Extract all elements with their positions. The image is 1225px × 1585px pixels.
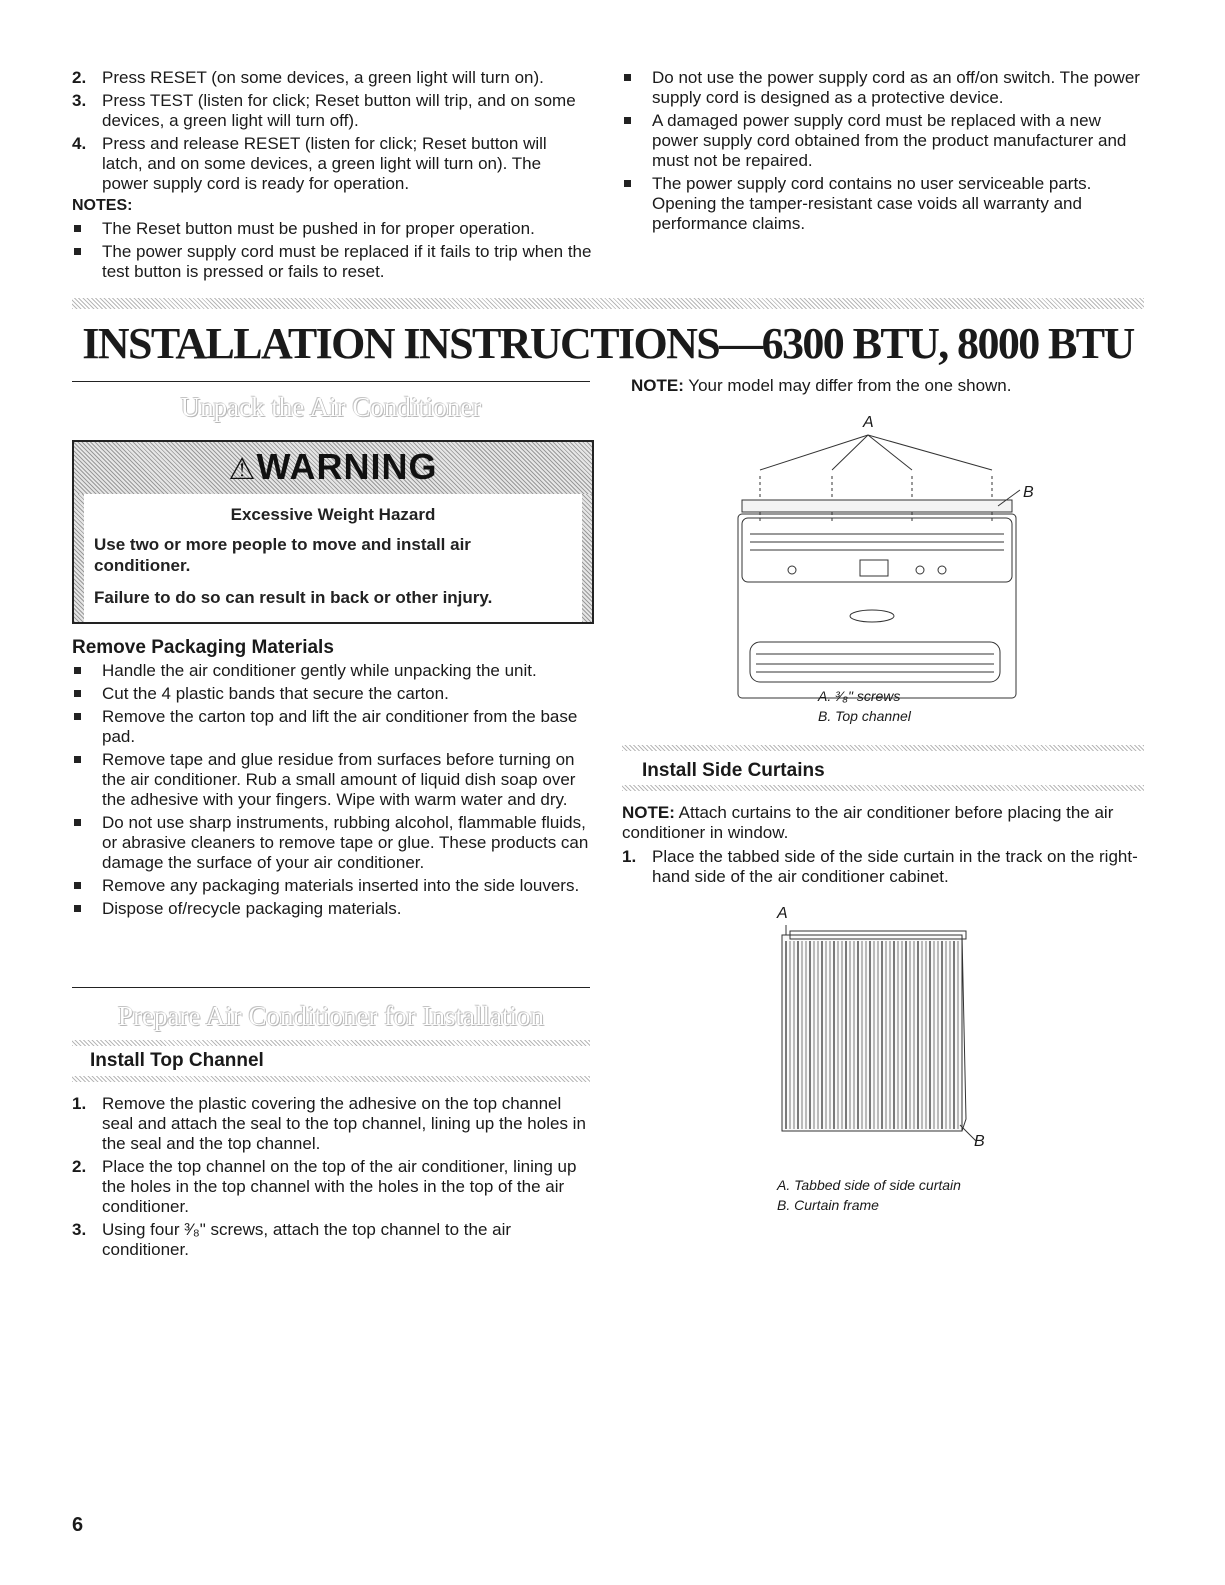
bullet-item: Cut the 4 plastic bands that secure the carton. <box>72 684 592 704</box>
step-item: 3. Press TEST (listen for click; Reset button will trip, and on some devices, a green light will turn off). <box>72 91 576 130</box>
note-text: Your model may differ from the one shown. <box>683 376 1012 395</box>
side-curtain-illustration <box>770 905 1010 1165</box>
note-label: NOTE: <box>631 376 684 395</box>
bullet-item: Do not use sharp instruments, rubbing alcohol, flammable fluids, or abrasive cleaners to remove tape or glue. These products can damage the surface of your air conditioner. <box>72 813 592 873</box>
caption-a: A. ³⁄₈" screws <box>818 688 901 704</box>
bullet-item: Remove any packaging materials inserted into the side louvers. <box>72 876 592 896</box>
step-item: 1. Place the tabbed side of the side curtain in the track on the right-hand side of the air conditioner cabinet. <box>622 847 1138 886</box>
step-item: 2. Place the top channel on the top of the air conditioner, lining up the holes in the top channel with the holes in the top of the air conditioner. <box>72 1157 577 1216</box>
step-item: 2. Press RESET (on some devices, a green light will turn on). <box>72 68 544 87</box>
figure-label-a: A <box>863 414 874 431</box>
step-item: 4. Press and release RESET (listen for click; Reset button will latch, and on some devices, a green light will turn on). The power supply cord is ready for operation. <box>72 134 547 193</box>
reset-test-steps <box>72 68 592 194</box>
side-curtains-steps <box>622 847 1144 887</box>
unpack-heading: Unpack the Air Conditioner <box>180 392 482 422</box>
cord-bullets <box>622 68 1142 234</box>
prepare-heading: Prepare Air Conditioner for Installation <box>118 1001 544 1031</box>
remove-packaging-heading: Remove Packaging Materials <box>72 637 334 658</box>
warning-label: WARNING <box>256 446 438 487</box>
rule-line <box>72 381 590 382</box>
rule-line <box>72 987 590 988</box>
top-channel-section <box>72 1094 592 1263</box>
figure-label-b: B <box>974 1133 985 1150</box>
subheading-bar <box>72 1040 590 1046</box>
model-note <box>631 376 1151 396</box>
section-divider <box>72 298 1144 309</box>
bullet-item: Remove tape and glue residue from surfaces before turning on the air conditioner. Rub a small amount of liquid dish soap over the adhesive with your fingers. Wipe with warm water and dry. <box>72 750 592 810</box>
side-curtain-figure <box>770 905 1010 1165</box>
remove-packaging-list <box>72 661 592 919</box>
bullet-item: Dispose of/recycle packaging materials. <box>72 899 592 919</box>
warning-hazard: Excessive Weight Hazard <box>230 505 436 524</box>
figure-caption <box>777 1175 1037 1215</box>
warning-header <box>74 446 592 488</box>
bullet-item: Handle the air conditioner gently while unpacking the unit. <box>72 661 592 681</box>
note-item: The power supply cord must be replaced if it fails to trip when the test button is pressed or fails to reset. <box>72 242 592 282</box>
side-curtains-note <box>622 803 1144 843</box>
bullet-item: The power supply cord contains no user serviceable parts. Opening the tamper-resistant case voids all warranty and performance claims. <box>622 174 1142 234</box>
top-right-column <box>622 68 1142 237</box>
warning-line-1: Use two or more people to move and install air conditioner. <box>94 535 471 575</box>
remove-packaging-section <box>72 661 592 922</box>
step-item: 3. Using four ³⁄₈" screws, attach the top channel to the air conditioner. <box>72 1220 512 1259</box>
notes-list <box>72 219 592 282</box>
air-conditioner-illustration <box>720 410 1050 705</box>
note-text: Attach curtains to the air conditioner before placing the air conditioner in window. <box>622 803 1114 842</box>
subheading-bar <box>622 785 1144 791</box>
warning-line-2: Failure to do so can result in back or other injury. <box>94 588 493 607</box>
page-number: 6 <box>72 1514 84 1536</box>
caption-b: B. Curtain frame <box>777 1197 879 1213</box>
notes-heading: NOTES: <box>72 197 133 214</box>
caption-a: A. Tabbed side of side curtain <box>777 1177 961 1193</box>
step-item: 1. Remove the plastic covering the adhesive on the top channel seal and attach the seal to the top channel, lining up the holes in the seal and the top channel. <box>72 1094 586 1153</box>
warning-box <box>72 440 594 624</box>
subheading-bar <box>72 1076 590 1082</box>
side-curtains-section <box>622 847 1144 890</box>
side-curtains-heading: Install Side Curtains <box>642 760 825 781</box>
page-title: INSTALLATION INSTRUCTIONS—6300 BTU, 8000 BTU <box>82 319 1134 368</box>
note-item: The Reset button must be pushed in for proper operation. <box>72 219 592 239</box>
caption-b: B. Top channel <box>818 708 911 724</box>
figure-label-a: A <box>777 905 788 922</box>
top-channel-figure <box>720 410 1050 705</box>
top-left-column <box>72 68 592 285</box>
bullet-item: A damaged power supply cord must be replaced with a new power supply cord obtained from the product manufacturer and must not be repaired. <box>622 111 1142 171</box>
bullet-item: Remove the carton top and lift the air conditioner from the base pad. <box>72 707 592 747</box>
warning-triangle-icon: ⚠ <box>228 453 257 486</box>
figure-caption <box>818 686 1078 726</box>
note-label: NOTE: <box>622 803 675 822</box>
top-channel-steps <box>72 1094 592 1260</box>
bullet-item: Do not use the power supply cord as an off/on switch. The power supply cord is designed as a protective device. <box>622 68 1142 108</box>
figure-label-b: B <box>1023 484 1034 501</box>
subheading-bar <box>622 745 1144 751</box>
top-channel-heading: Install Top Channel <box>90 1050 264 1071</box>
